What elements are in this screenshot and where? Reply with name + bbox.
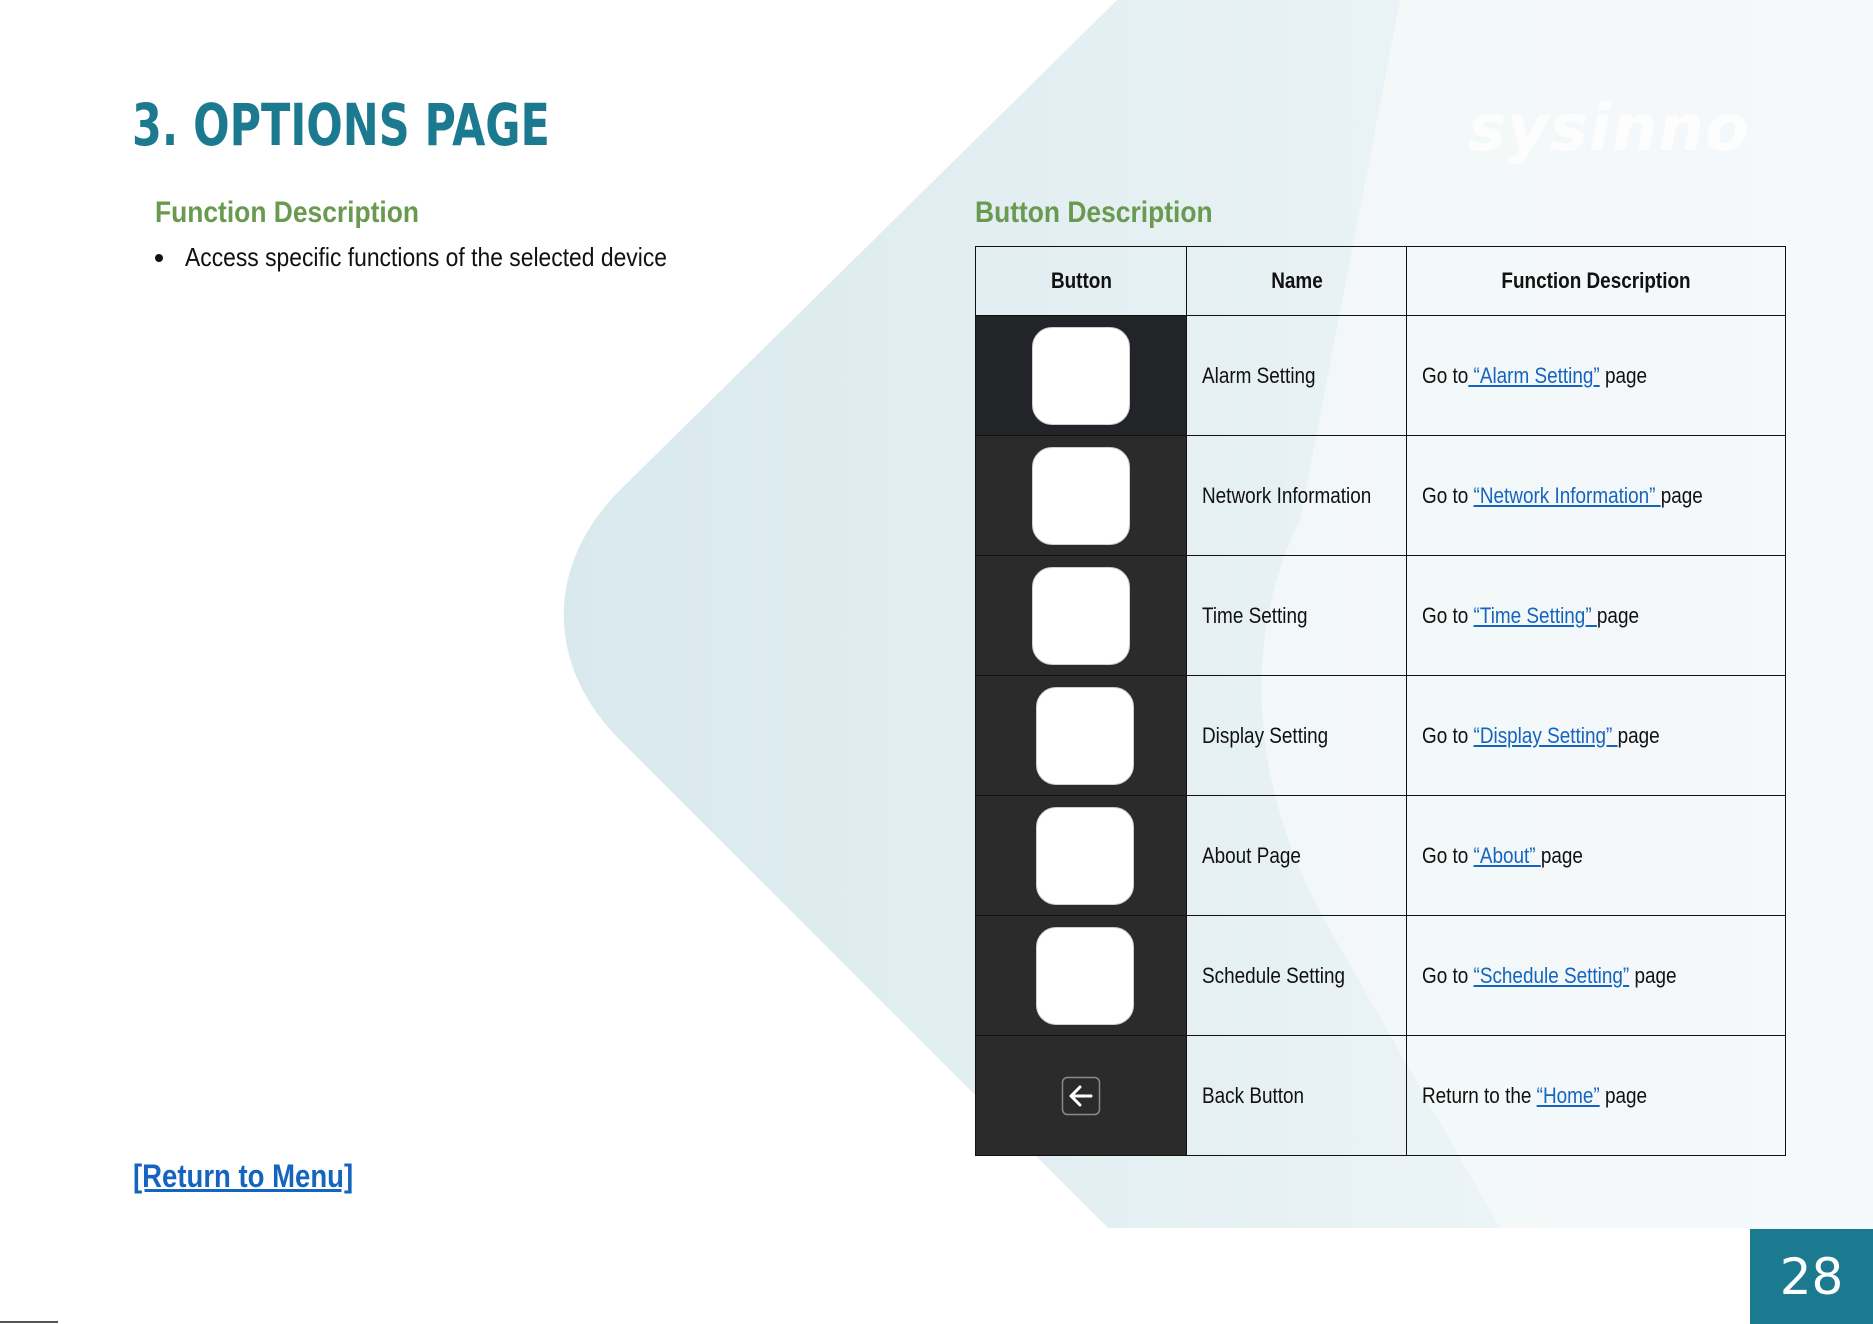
icon-cell <box>976 796 1187 916</box>
description-cell: Go to “Schedule Setting” page <box>1407 916 1786 1036</box>
description-cell: Go to “Network Information” page <box>1407 436 1786 556</box>
description-cell: Go to “Display Setting” page <box>1407 676 1786 796</box>
name-cell: Schedule Setting <box>1187 916 1407 1036</box>
name-cell: Time Setting <box>1187 556 1407 676</box>
description-cell: Return to the “Home” page <box>1407 1036 1786 1156</box>
back-arrow-icon[interactable] <box>1061 1076 1101 1116</box>
description-cell: Go to “Time Setting” page <box>1407 556 1786 676</box>
time-setting-link[interactable]: “Time Setting” <box>1473 602 1597 628</box>
name-cell: Back Button <box>1187 1036 1407 1156</box>
icon-cell <box>976 916 1187 1036</box>
page-title: 3. OPTIONS PAGE <box>132 91 550 159</box>
table-header-row <box>976 247 1786 316</box>
bullet-text: Access specific functions of the selected device <box>185 242 668 272</box>
network-information-icon[interactable] <box>1032 447 1130 545</box>
time-setting-icon[interactable] <box>1032 567 1130 665</box>
display-setting-icon[interactable] <box>1036 687 1134 785</box>
footer-divider <box>0 1321 58 1323</box>
description-cell: Go to “About” page <box>1407 796 1786 916</box>
about-page-icon[interactable] <box>1036 807 1134 905</box>
table-row <box>976 916 1786 1036</box>
name-cell: Network Information <box>1187 436 1407 556</box>
button-description-heading: Button Description <box>975 196 1213 229</box>
table-row <box>976 796 1786 916</box>
alarm-setting-icon[interactable] <box>1032 327 1130 425</box>
icon-cell <box>976 1036 1187 1156</box>
column-header-name: Name <box>1187 247 1407 316</box>
name-cell: About Page <box>1187 796 1407 916</box>
schedule-setting-icon[interactable] <box>1036 927 1134 1025</box>
alarm-setting-link[interactable]: “Alarm Setting” <box>1468 362 1600 388</box>
network-information-link[interactable]: “Network Information” <box>1473 482 1661 508</box>
about-link[interactable]: “About” <box>1473 842 1541 868</box>
table-row <box>976 1036 1786 1156</box>
page-number-badge: 28 <box>1750 1229 1873 1324</box>
function-description-heading: Function Description <box>155 196 419 229</box>
table-row <box>976 436 1786 556</box>
icon-cell <box>976 676 1187 796</box>
table-row <box>976 316 1786 436</box>
icon-cell <box>976 436 1187 556</box>
function-bullet-list <box>155 242 733 273</box>
home-link[interactable]: “Home” <box>1536 1082 1600 1108</box>
icon-cell <box>976 316 1187 436</box>
brand-watermark: sysinno <box>1468 92 1750 166</box>
return-to-menu-link[interactable]: [Return to Menu] <box>133 1158 354 1194</box>
column-header-function-description: Function Description <box>1407 247 1786 316</box>
table-row <box>976 676 1786 796</box>
schedule-setting-link[interactable]: “Schedule Setting” <box>1473 962 1630 988</box>
table-row <box>976 556 1786 676</box>
name-cell: Display Setting <box>1187 676 1407 796</box>
icon-cell <box>976 556 1187 676</box>
name-cell: Alarm Setting <box>1187 316 1407 436</box>
button-description-table <box>975 246 1786 1156</box>
description-cell: Go to “Alarm Setting” page <box>1407 316 1786 436</box>
display-setting-link[interactable]: “Display Setting” <box>1473 722 1618 748</box>
bullet-icon <box>155 254 163 262</box>
column-header-button: Button <box>976 247 1187 316</box>
list-item <box>155 242 733 273</box>
